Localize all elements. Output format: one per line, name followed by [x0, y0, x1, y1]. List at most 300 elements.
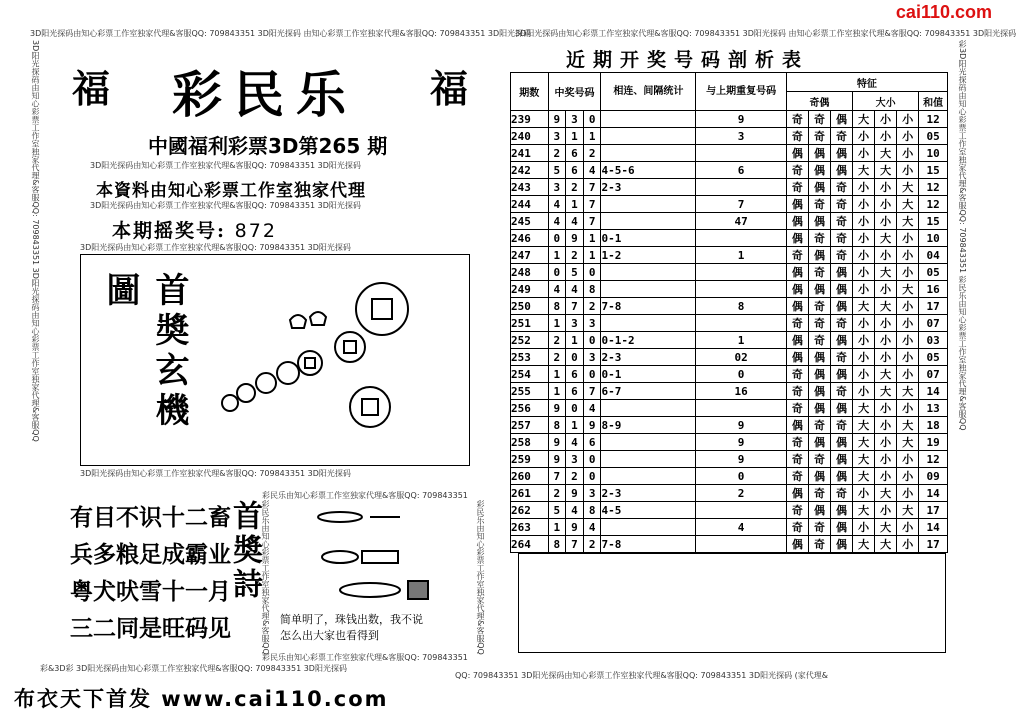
table-row [511, 451, 948, 468]
bigsmall-cell: 小 [875, 128, 897, 145]
digit-cell: 4 [548, 213, 566, 230]
repeat-cell: 9 [696, 434, 786, 451]
oddeven-cell: 奇 [830, 179, 852, 196]
digit-cell: 3 [566, 451, 584, 468]
header-repeat: 与上期重复号码 [696, 73, 786, 111]
oddeven-cell: 奇 [786, 434, 808, 451]
oddeven-cell: 奇 [786, 400, 808, 417]
bigsmall-cell: 小 [897, 519, 919, 536]
oddeven-cell: 奇 [786, 315, 808, 332]
period-cell: 258 [511, 434, 549, 451]
digit-cell: 1 [548, 366, 566, 383]
watermark-frame-bottom: 3D阳光探码由知心彩票工作室独家代理&客服QQ: 709843351 3D阳光探码 [80, 469, 351, 478]
digit-cell: 4 [566, 434, 584, 451]
repeat-cell [696, 145, 786, 162]
table-row [511, 179, 948, 196]
bigsmall-cell: 大 [875, 145, 897, 162]
agency-line: 本資料由知心彩票工作室独家代理 [96, 181, 366, 201]
repeat-cell: 8 [696, 298, 786, 315]
bigsmall-cell: 小 [897, 332, 919, 349]
header-period: 期数 [511, 73, 549, 111]
digit-cell: 2 [583, 145, 601, 162]
poem [70, 500, 231, 648]
digit-cell: 0 [583, 366, 601, 383]
table-row [511, 230, 948, 247]
bigsmall-cell: 小 [897, 230, 919, 247]
repeat-cell: 16 [696, 383, 786, 400]
bigsmall-cell: 小 [875, 349, 897, 366]
bigsmall-cell: 大 [853, 536, 875, 553]
bigsmall-cell: 大 [853, 451, 875, 468]
table-row [511, 315, 948, 332]
oddeven-cell: 偶 [808, 349, 830, 366]
period-cell: 248 [511, 264, 549, 281]
repeat-cell: 6 [696, 162, 786, 179]
coin-icon [298, 351, 322, 375]
sum-cell: 07 [919, 366, 948, 383]
adjacent-cell [601, 519, 696, 536]
digit-cell: 1 [566, 417, 584, 434]
bigsmall-cell: 大 [897, 417, 919, 434]
adjacent-cell: 0-1 [601, 230, 696, 247]
digit-cell: 3 [548, 179, 566, 196]
adjacent-cell [601, 451, 696, 468]
oddeven-cell: 奇 [808, 536, 830, 553]
table-row [511, 196, 948, 213]
digit-cell: 7 [583, 179, 601, 196]
digit-cell: 7 [566, 298, 584, 315]
oddeven-cell: 奇 [808, 264, 830, 281]
oddeven-cell: 奇 [830, 383, 852, 400]
sum-cell: 12 [919, 196, 948, 213]
oddeven-cell: 奇 [786, 451, 808, 468]
oddeven-cell: 奇 [830, 213, 852, 230]
sum-cell: 17 [919, 502, 948, 519]
bigsmall-cell: 小 [853, 485, 875, 502]
bigsmall-cell: 小 [853, 315, 875, 332]
oddeven-cell: 奇 [786, 128, 808, 145]
period-cell: 243 [511, 179, 549, 196]
digit-cell: 0 [548, 230, 566, 247]
sum-cell: 19 [919, 434, 948, 451]
digit-cell: 8 [583, 281, 601, 298]
sum-cell: 17 [919, 298, 948, 315]
header-sum: 和值 [919, 92, 948, 111]
period-cell: 253 [511, 349, 549, 366]
bigsmall-cell: 小 [875, 332, 897, 349]
oddeven-cell: 偶 [808, 162, 830, 179]
sum-cell: 18 [919, 417, 948, 434]
oddeven-cell: 偶 [830, 451, 852, 468]
sum-cell: 05 [919, 264, 948, 281]
oddeven-cell: 奇 [786, 383, 808, 400]
bigsmall-cell: 大 [853, 162, 875, 179]
oddeven-cell: 偶 [786, 485, 808, 502]
oddeven-cell: 偶 [830, 332, 852, 349]
repeat-cell: 3 [696, 128, 786, 145]
issue-line: 中國福利彩票3D第265 期 [148, 134, 388, 158]
oddeven-cell: 偶 [830, 145, 852, 162]
oddeven-cell: 偶 [830, 502, 852, 519]
digit-cell: 9 [566, 230, 584, 247]
oddeven-cell: 偶 [808, 213, 830, 230]
coin-icon [277, 362, 299, 384]
oddeven-cell: 奇 [808, 315, 830, 332]
bigsmall-cell: 小 [897, 485, 919, 502]
digit-cell: 4 [583, 400, 601, 417]
bigsmall-cell: 小 [897, 145, 919, 162]
watermark-bottom-right: QQ: 709843351 3D阳光探码由知心彩票工作室独家代理&客服QQ: 709843351 3D阳光探码 (家代理& [455, 671, 829, 680]
table-row [511, 468, 948, 485]
sum-cell: 07 [919, 315, 948, 332]
table-row [511, 434, 948, 451]
adjacent-cell: 2-3 [601, 485, 696, 502]
coin-icon [237, 384, 255, 402]
adjacent-cell [601, 213, 696, 230]
oddeven-cell: 偶 [786, 332, 808, 349]
bigsmall-cell: 大 [897, 213, 919, 230]
digit-cell: 2 [548, 332, 566, 349]
sum-cell: 13 [919, 400, 948, 417]
coin-icon [350, 387, 390, 427]
oddeven-cell: 奇 [786, 111, 808, 128]
oddeven-cell: 偶 [830, 298, 852, 315]
repeat-cell [696, 536, 786, 553]
digit-cell: 5 [548, 502, 566, 519]
bigsmall-cell: 大 [897, 383, 919, 400]
oddeven-cell: 偶 [786, 145, 808, 162]
adjacent-cell [601, 111, 696, 128]
oddeven-cell: 奇 [830, 315, 852, 332]
digit-cell: 0 [583, 264, 601, 281]
adjacent-cell [601, 264, 696, 281]
period-cell: 249 [511, 281, 549, 298]
bigsmall-cell: 大 [875, 264, 897, 281]
digit-cell: 1 [548, 247, 566, 264]
bigsmall-cell: 小 [875, 417, 897, 434]
oddeven-cell: 奇 [830, 247, 852, 264]
sum-cell: 05 [919, 128, 948, 145]
bigsmall-cell: 大 [875, 298, 897, 315]
adjacent-cell: 4-5-6 [601, 162, 696, 179]
period-cell: 242 [511, 162, 549, 179]
digit-cell: 4 [548, 281, 566, 298]
repeat-cell: 0 [696, 366, 786, 383]
bigsmall-cell: 大 [853, 111, 875, 128]
draw-number-line [112, 216, 277, 243]
draw-label: 本期摇奖号: [112, 220, 227, 242]
table-row [511, 349, 948, 366]
watermark-top-right: 3D阳光探码由知心彩票工作室独家代理&客服QQ: 709843351 3D阳光探码 由知心彩票工作室独家代理&客服QQ: 709843351 3D阳光探码 [515, 29, 1016, 38]
oddeven-cell: 偶 [830, 536, 852, 553]
digit-cell: 9 [548, 111, 566, 128]
digit-cell: 3 [548, 128, 566, 145]
bigsmall-cell: 小 [875, 179, 897, 196]
adjacent-cell [601, 128, 696, 145]
coin-icon [318, 512, 362, 522]
bigsmall-cell: 大 [875, 519, 897, 536]
oddeven-cell: 偶 [808, 145, 830, 162]
digit-cell: 4 [566, 281, 584, 298]
digit-cell: 0 [566, 349, 584, 366]
page-title: 彩民乐 [172, 65, 358, 124]
digit-cell: 1 [583, 247, 601, 264]
oddeven-cell: 奇 [808, 417, 830, 434]
oddeven-cell: 偶 [786, 417, 808, 434]
digit-cell: 9 [548, 451, 566, 468]
digit-cell: 1 [548, 519, 566, 536]
bigsmall-cell: 小 [897, 349, 919, 366]
digit-cell: 0 [583, 332, 601, 349]
oddeven-cell: 奇 [830, 196, 852, 213]
note-line: 简单明了，珠钱出数，我不说 [280, 613, 423, 626]
oddeven-cell: 偶 [830, 281, 852, 298]
bigsmall-cell: 小 [897, 128, 919, 145]
oddeven-cell: 奇 [830, 485, 852, 502]
note [280, 612, 423, 644]
digit-cell: 3 [566, 315, 584, 332]
table-row [511, 145, 948, 162]
oddeven-cell: 奇 [808, 298, 830, 315]
ingot-icon [290, 315, 306, 328]
table-row [511, 162, 948, 179]
oddeven-cell: 偶 [808, 502, 830, 519]
period-cell: 262 [511, 502, 549, 519]
coin-icon [340, 583, 400, 597]
bigsmall-cell: 大 [897, 179, 919, 196]
digit-cell: 3 [583, 349, 601, 366]
table-row [511, 502, 948, 519]
sum-cell: 17 [919, 536, 948, 553]
sum-cell: 09 [919, 468, 948, 485]
oddeven-cell: 偶 [830, 434, 852, 451]
oddeven-cell: 奇 [786, 502, 808, 519]
oddeven-cell: 奇 [808, 519, 830, 536]
adjacent-cell: 0-1-2 [601, 332, 696, 349]
watermark-inner-1: 3D阳光探码由知心彩票工作室独家代理&客服QQ: 709843351 3D阳光探码 [90, 161, 361, 170]
period-cell: 255 [511, 383, 549, 400]
period-cell: 260 [511, 468, 549, 485]
digit-cell: 4 [583, 162, 601, 179]
period-cell: 263 [511, 519, 549, 536]
repeat-cell: 02 [696, 349, 786, 366]
bigsmall-cell: 大 [875, 536, 897, 553]
period-cell: 239 [511, 111, 549, 128]
adjacent-cell [601, 196, 696, 213]
bigsmall-cell: 小 [875, 502, 897, 519]
sum-cell: 05 [919, 349, 948, 366]
watermark-small-vertical-right: 彩民乐由知心彩票工作室独家代理&客服QQ [476, 500, 485, 655]
period-cell: 240 [511, 128, 549, 145]
table-row [511, 519, 948, 536]
adjacent-cell [601, 400, 696, 417]
digit-cell: 9 [566, 485, 584, 502]
header-bigsmall: 大小 [853, 92, 919, 111]
analysis-table [510, 72, 948, 553]
bigsmall-cell: 小 [853, 196, 875, 213]
adjacent-cell: 2-3 [601, 349, 696, 366]
digit-cell: 2 [583, 298, 601, 315]
table-row [511, 281, 948, 298]
digit-cell: 2 [548, 349, 566, 366]
digit-cell: 1 [566, 128, 584, 145]
sum-cell: 04 [919, 247, 948, 264]
period-cell: 252 [511, 332, 549, 349]
header-number: 中奖号码 [548, 73, 601, 111]
coin-symbols [300, 505, 460, 605]
repeat-cell: 9 [696, 417, 786, 434]
adjacent-cell [601, 315, 696, 332]
bigsmall-cell: 小 [897, 247, 919, 264]
bigsmall-cell: 大 [897, 196, 919, 213]
footer-text[interactable]: 布衣天下首发 www.cai110.com [14, 687, 389, 711]
repeat-cell: 9 [696, 451, 786, 468]
bigsmall-cell: 小 [853, 230, 875, 247]
adjacent-cell: 1-2 [601, 247, 696, 264]
bigsmall-cell: 大 [875, 383, 897, 400]
table-row [511, 383, 948, 400]
repeat-cell [696, 230, 786, 247]
table-row [511, 111, 948, 128]
watermark-left-vertical: 3D阳光探码由知心彩票工作室独家代理&客服QQ: 709843351 3D阳光探码由知心彩票工作室独家代理&客服QQ [31, 40, 40, 442]
table-row [511, 417, 948, 434]
digit-cell: 5 [548, 162, 566, 179]
bigsmall-cell: 小 [853, 213, 875, 230]
bigsmall-cell: 小 [875, 400, 897, 417]
period-cell: 259 [511, 451, 549, 468]
digit-cell: 4 [583, 519, 601, 536]
oddeven-cell: 偶 [830, 400, 852, 417]
coin-icon [222, 395, 238, 411]
oddeven-cell: 偶 [808, 366, 830, 383]
oddeven-cell: 奇 [830, 128, 852, 145]
bigsmall-cell: 小 [897, 366, 919, 383]
adjacent-cell: 7-8 [601, 298, 696, 315]
table-row [511, 213, 948, 230]
digit-cell: 7 [583, 196, 601, 213]
period-cell: 254 [511, 366, 549, 383]
digit-cell: 0 [583, 111, 601, 128]
bigsmall-cell: 小 [853, 349, 875, 366]
period-cell: 244 [511, 196, 549, 213]
bigsmall-cell: 小 [853, 519, 875, 536]
sum-cell: 14 [919, 485, 948, 502]
table-row [511, 264, 948, 281]
sum-cell: 14 [919, 519, 948, 536]
fu-left: 福 [72, 66, 111, 111]
site-logo[interactable]: cai110.com [895, 2, 992, 22]
oddeven-cell: 奇 [830, 230, 852, 247]
digit-cell: 6 [583, 434, 601, 451]
oddeven-cell: 偶 [786, 230, 808, 247]
bigsmall-cell: 小 [897, 536, 919, 553]
sum-cell: 03 [919, 332, 948, 349]
puzzle-vertical-title: 首奬玄機圖 [100, 272, 189, 432]
bigsmall-cell: 小 [897, 400, 919, 417]
adjacent-cell: 7-8 [601, 536, 696, 553]
digit-cell: 7 [583, 383, 601, 400]
oddeven-cell: 偶 [808, 400, 830, 417]
digit-cell: 2 [583, 536, 601, 553]
bigsmall-cell: 小 [853, 332, 875, 349]
bigsmall-cell: 小 [897, 162, 919, 179]
bigsmall-cell: 小 [875, 315, 897, 332]
digit-cell: 5 [566, 264, 584, 281]
digit-cell: 0 [548, 264, 566, 281]
header-adjacent: 相连、间隔统计 [601, 73, 696, 111]
bigsmall-cell: 大 [875, 366, 897, 383]
watermark-small-vertical: 彩民乐由知心彩票工作室独家代理&客服QQ [261, 500, 270, 655]
digit-cell: 9 [583, 417, 601, 434]
table-row [511, 400, 948, 417]
sum-cell: 12 [919, 179, 948, 196]
sum-cell: 15 [919, 213, 948, 230]
digit-cell: 1 [566, 196, 584, 213]
oddeven-cell: 偶 [786, 264, 808, 281]
table-row [511, 536, 948, 553]
table-row [511, 298, 948, 315]
oddeven-cell: 奇 [830, 349, 852, 366]
period-cell: 247 [511, 247, 549, 264]
bigsmall-cell: 小 [875, 451, 897, 468]
oddeven-cell: 奇 [786, 247, 808, 264]
ingot-icon [310, 312, 326, 325]
digit-cell: 7 [548, 468, 566, 485]
repeat-cell: 1 [696, 247, 786, 264]
watermark-right-vertical: 彩3D阳光探码由知心彩票工作室独家代理&客服QQ: 709843351 彩民乐由知心彩票工作室独家代理&客服QQ [958, 40, 967, 431]
fu-right: 福 [430, 66, 469, 111]
bigsmall-cell: 大 [853, 298, 875, 315]
oddeven-cell: 偶 [830, 366, 852, 383]
digit-cell: 3 [583, 485, 601, 502]
bigsmall-cell: 小 [897, 298, 919, 315]
period-cell: 246 [511, 230, 549, 247]
poem-line: 三二同是旺码见 [70, 616, 231, 642]
coin-hole-icon [372, 299, 392, 319]
sum-cell: 14 [919, 383, 948, 400]
adjacent-cell [601, 434, 696, 451]
repeat-cell: 1 [696, 332, 786, 349]
digit-cell: 0 [583, 468, 601, 485]
repeat-cell: 47 [696, 213, 786, 230]
bigsmall-cell: 小 [853, 247, 875, 264]
digit-cell: 8 [548, 417, 566, 434]
coin-hole-icon [362, 551, 398, 563]
digit-cell: 6 [566, 366, 584, 383]
digit-cell: 0 [566, 400, 584, 417]
period-cell: 245 [511, 213, 549, 230]
blank-box [518, 553, 946, 653]
oddeven-cell: 奇 [786, 519, 808, 536]
table-row [511, 366, 948, 383]
digit-cell: 2 [548, 145, 566, 162]
oddeven-cell: 奇 [786, 162, 808, 179]
oddeven-cell: 奇 [808, 451, 830, 468]
period-cell: 257 [511, 417, 549, 434]
coin-icon [356, 283, 408, 335]
repeat-cell [696, 281, 786, 298]
bigsmall-cell: 小 [853, 281, 875, 298]
watermark-top-left: 3D阳光探码由知心彩票工作室独家代理&客服QQ: 709843351 3D阳光探码 由知心彩票工作室独家代理&客服QQ: 709843351 3D阳光探码 [30, 29, 532, 38]
poem-title: 首奬詩 [227, 500, 262, 602]
bigsmall-cell: 小 [853, 383, 875, 400]
oddeven-cell: 奇 [808, 196, 830, 213]
period-cell: 241 [511, 145, 549, 162]
bigsmall-cell: 大 [853, 400, 875, 417]
repeat-cell: 4 [696, 519, 786, 536]
poem-line: 兵多粮足成霸业 [70, 542, 231, 568]
bigsmall-cell: 大 [897, 434, 919, 451]
